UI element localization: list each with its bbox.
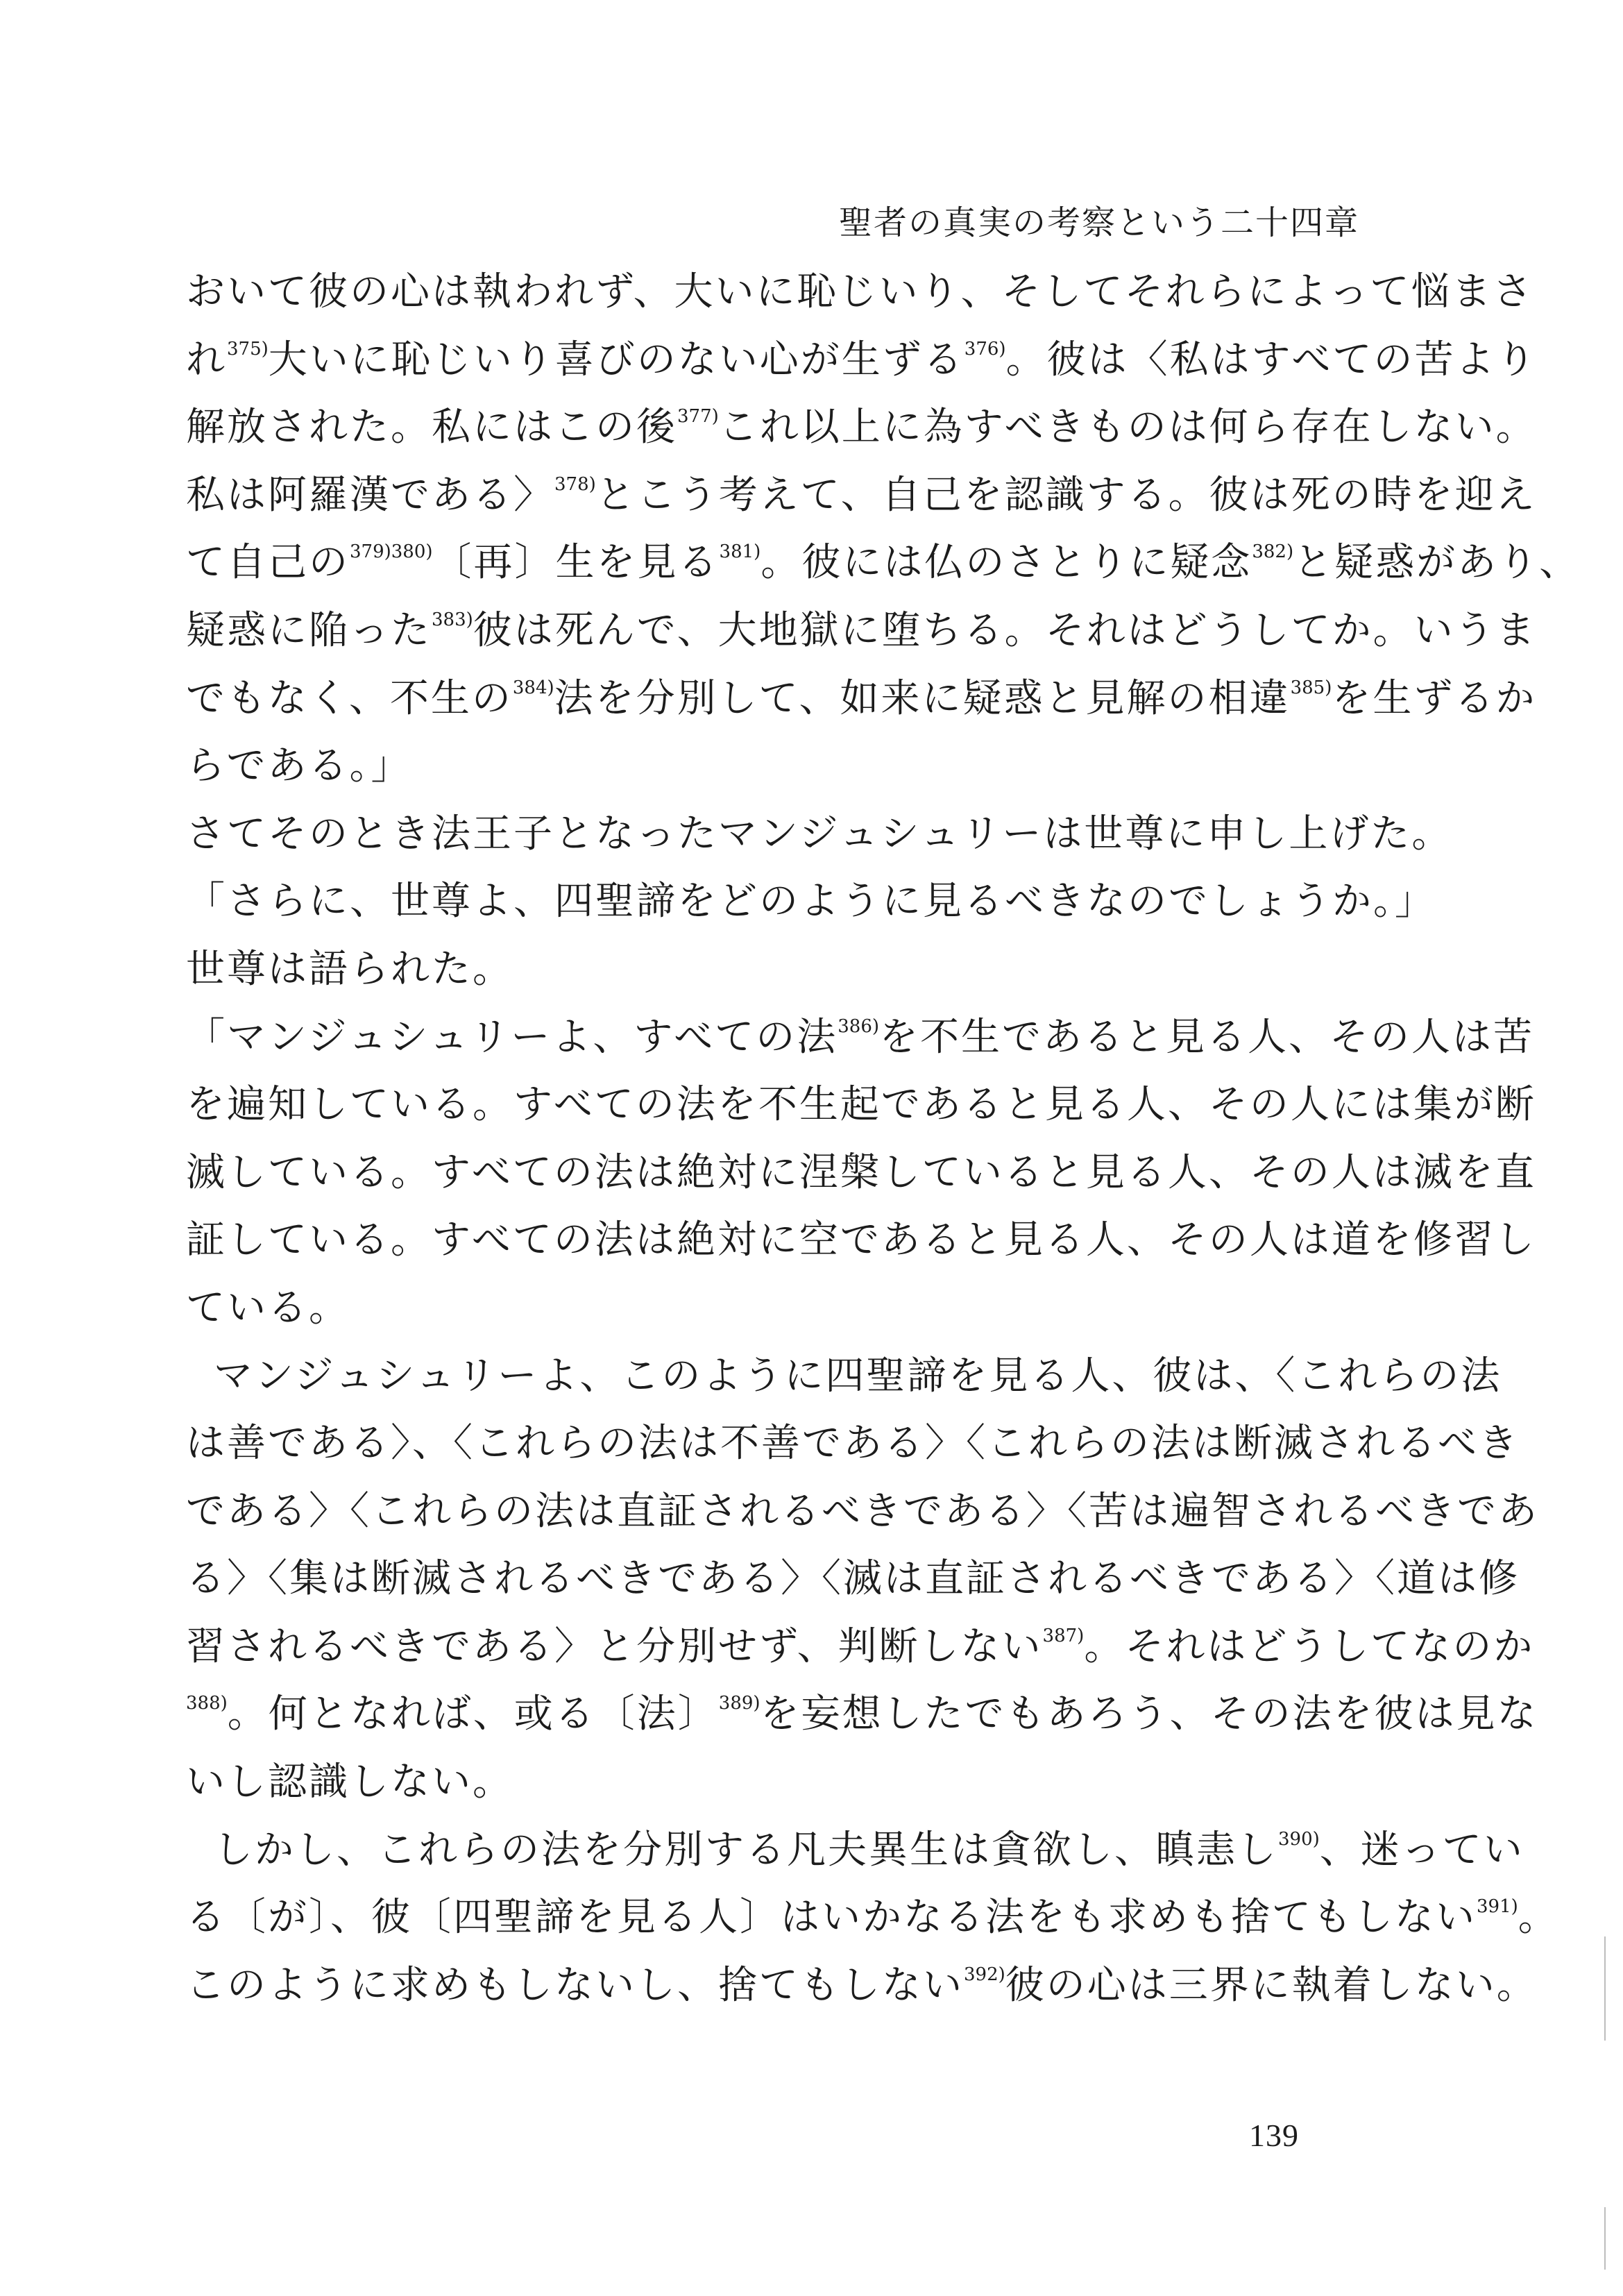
footnote-ref: 376) [964,338,1006,360]
text-line [186,597,1537,665]
text-line [186,1680,1538,1748]
text-segment: を不生であると見る人、その人は苦 [879,1014,1535,1060]
footnote-ref: 379)380) [350,541,433,563]
text-segment: れ [186,337,227,382]
page-number: 139 [1249,2118,1299,2153]
text-line [186,529,1581,597]
text-segment: 私は阿羅漢である〉 [186,472,554,518]
scan-edge-mark [1604,2207,1606,2270]
text-line [186,1748,1407,1816]
text-segment: と疑惑があり、 [1293,540,1581,586]
text-segment: いし認識しない。 [186,1759,513,1805]
text-line [186,732,1407,800]
text-segment: である〉〈これらの法は直証されるべきである〉〈苦は遍智されるべきであ [186,1488,1539,1534]
text-line [186,936,1407,1004]
text-segment: 〔再〕生を見る [432,540,720,586]
text-segment: 。彼は〈私はすべての苦より [1005,337,1538,382]
text-line [186,1139,1536,1207]
text-segment: 世尊は語られた。 [186,946,513,992]
text-segment: て自己の [186,540,350,586]
text-line [186,1884,1559,1952]
footnote-ref: 375) [227,338,269,360]
footnote-ref: 386) [838,1015,880,1037]
footnote-ref: 391) [1477,1896,1518,1918]
text-segment: とこう考えて、自己を認識する。彼は死の時を迎え [595,472,1537,518]
text-segment: 「さらに、世尊よ、四聖諦をどのように見るべきなのでしょうか。」 [186,879,1436,925]
text-line [186,1004,1535,1072]
text-segment: さてそのとき法王子となったマンジュシュリーは世尊に申し上げた。 [186,811,1453,856]
text-line [186,462,1537,530]
text-segment: 証している。すべての法は絶対に空であると見る人、その人は道を修習し [186,1217,1536,1263]
text-line [186,394,1537,462]
footnote-ref: 382) [1252,541,1294,563]
text-segment: これ以上に為すべきものは何ら存在しない。 [718,405,1537,450]
text-segment: 、迷ってい [1319,1827,1524,1873]
text-line [186,1071,1536,1139]
text-segment: を妄想したでもあろう、その法を彼は見な [760,1691,1538,1737]
text-line [186,1613,1535,1681]
running-header: 聖者の真実の考察という二十四章 [838,203,1359,242]
text-segment: おいて彼の心は執われず、大いに恥じいり、そしてそれらによって悩まさ [186,269,1534,314]
text-line [186,665,1537,733]
text-segment: 疑惑に陥った [186,607,432,653]
footnote-ref: 385) [1290,677,1332,698]
text-segment: は善である〉、〈これらの法は不善である〉〈これらの法は断滅されるべき [186,1421,1520,1467]
footnote-ref: 381) [719,541,761,563]
footnote-ref: 378) [554,473,596,495]
text-segment: を遍知している。すべての法を不生起であると見る人、その人には集が断 [186,1082,1536,1128]
footnote-ref: 387) [1042,1625,1085,1646]
footnote-ref: 389) [718,1693,760,1714]
footnote-ref: 392) [964,1964,1005,1985]
text-line [186,868,1436,936]
text-line [186,258,1534,326]
text-line [186,1816,1524,1884]
text-line [186,1410,1520,1478]
text-segment: らである。」 [186,743,412,789]
footnote-ref: 388) [186,1693,228,1714]
text-segment: 。 [1518,1895,1559,1941]
text-segment: を生ずるか [1332,675,1537,721]
text-line [186,1274,1407,1342]
text-line [186,1342,1502,1410]
text-segment: 。何となれば、或る〔法〕 [227,1691,719,1737]
text-segment: 彼の心は三界に執着しない。 [1005,1962,1538,2008]
text-segment: 。彼には仏のさとりに疑念 [760,540,1252,586]
text-line [186,800,1453,868]
footnote-ref: 390) [1278,1828,1320,1850]
text-segment: 彼は死んで、大地獄に堕ちる。それはどうしてか。いうま [473,607,1537,653]
text-segment: る〉〈集は断滅されるべきである〉〈滅は直証されるべきである〉〈道は修 [186,1556,1520,1602]
text-line [186,1952,1538,2020]
text-line [186,1206,1536,1274]
footnote-ref: 383) [432,609,473,630]
text-segment: でもなく、不生の [186,675,513,721]
text-segment: このように求めもしないし、捨てもしない [186,1962,964,2008]
text-line [186,1545,1520,1613]
body-text [186,258,1581,2019]
scan-edge-mark [1604,1936,1606,2041]
text-segment: 滅している。すべての法は絶対に涅槃していると見る人、その人は滅を直 [186,1149,1536,1195]
text-segment: 法を分別して、如来に疑惑と見解の相違 [554,675,1291,721]
text-segment: 。それはどうしてなのか [1084,1623,1535,1669]
footnote-ref: 377) [677,406,719,428]
text-segment: ている。 [186,1285,350,1331]
text-segment: る〔が〕、彼〔四聖諦を見る人〕はいかなる法をも求めも捨てもしない [186,1895,1477,1941]
text-line [186,326,1538,394]
text-segment: 解放された。私にはこの後 [186,405,677,450]
text-line [186,1478,1539,1546]
text-segment: 習されるべきである〉と分別せず、判断しない [186,1623,1043,1669]
footnote-ref: 384) [512,677,554,698]
text-segment: しかし、これらの法を分別する凡夫異生は貪欲し、瞋恚し [214,1827,1278,1873]
text-segment: 「マンジュシュリーよ、すべての法 [186,1014,838,1060]
text-segment: マンジュシュリーよ、このように四聖諦を見る人、彼は、〈これらの法 [214,1353,1502,1399]
text-segment: 大いに恥じいり喜びのない心が生ずる [268,337,965,382]
